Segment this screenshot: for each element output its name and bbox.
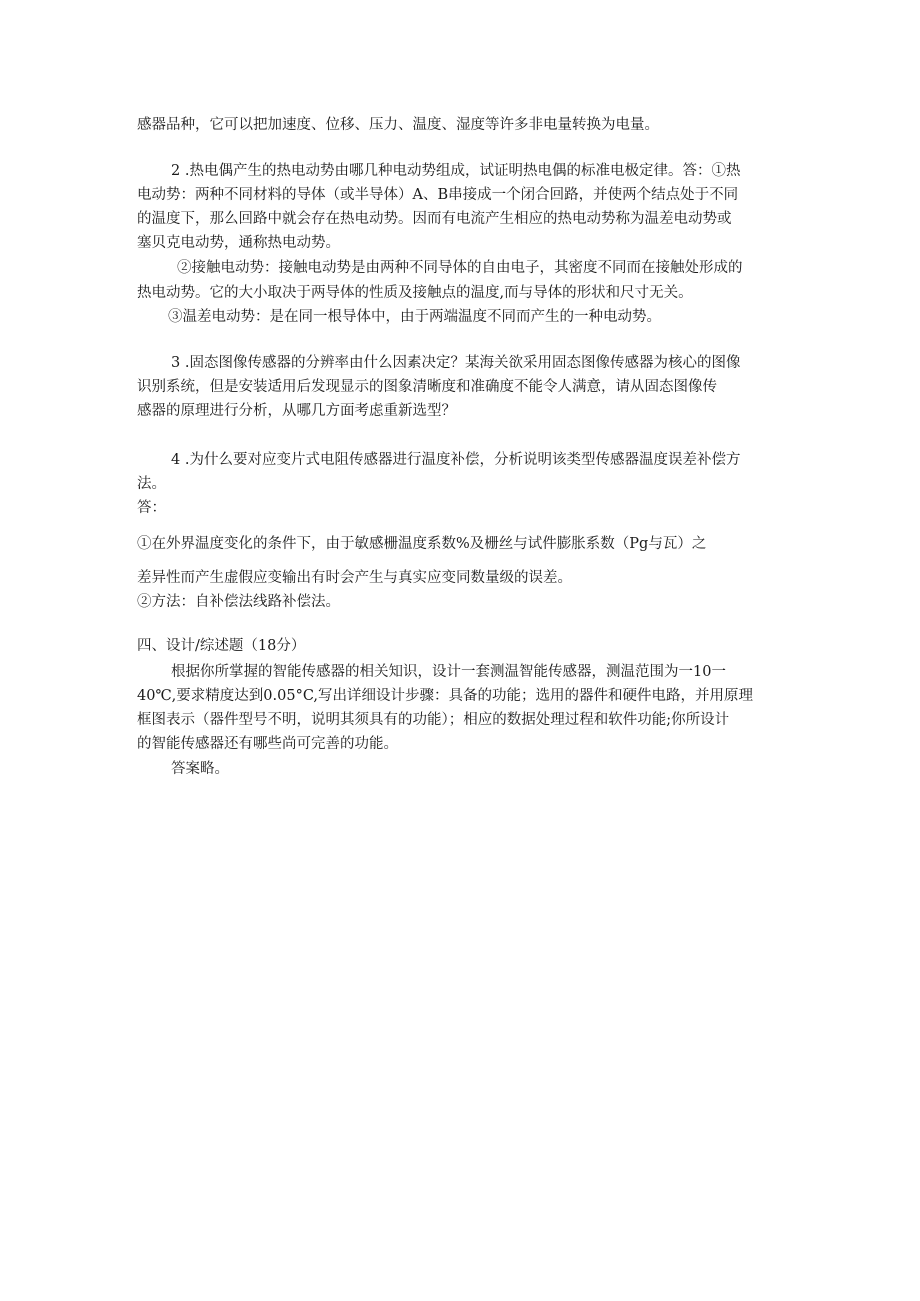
intro-line: 感器品种，它可以把加速度、位移、压力、温度、湿度等许多非电量转换为电量。 <box>137 117 659 133</box>
question-2-line-2: 电动势：两种不同材料的导体（或半导体）A、B串接成一个闭合回路，并使两个结点处于不同 <box>137 187 739 203</box>
answer-label: 答： <box>137 500 166 516</box>
question-3-line-1: 3 .固态图像传感器的分辨率由什么因素决定？某海关欲采用固态图像传感器为核心的图像 <box>171 355 741 371</box>
section-4-heading: 四、设计/综述题（18分） <box>137 638 306 654</box>
design-answer: 答案略。 <box>171 761 229 777</box>
question-4-answer-1: ①在外界温度变化的条件下，由于敏感栅温度系数%及栅丝与试件膨胀系数（Pg与瓦）之 <box>137 536 707 552</box>
question-4-answer-3: ②方法：自补偿法线路补偿法。 <box>137 594 340 610</box>
question-3-line-3: 感器的原理进行分析，从哪几方面考虑重新选型？ <box>137 403 456 419</box>
question-4-answer-2: 差异性而产生虚假应变输出有时会产生与真实应变同数量级的误差。 <box>137 570 572 586</box>
question-4-line-2: 法。 <box>137 476 166 492</box>
question-2-line-1: 2 .热电偶产生的热电动势由哪几种电动势组成，试证明热电偶的标准电极定律。答：①热 <box>171 163 741 179</box>
question-4-line-1: 4 .为什么要对应变片式电阻传感器进行温度补偿，分析说明该类型传感器温度误差补偿方 <box>171 452 741 468</box>
question-3-line-2: 识别系统，但是安装适用后发现显示的图象清晰度和准确度不能令人满意，请从固态图像传 <box>137 379 717 395</box>
design-question-line-2: 40℃,要求精度达到0.05°C,写出详细设计步骤：具备的功能；选用的器件和硬件电路，并用原理 <box>137 688 753 704</box>
design-question-line-3: 框图表示（器件型号不明，说明其须具有的功能）；相应的数据处理过程和软件功能;你所设计 <box>137 712 730 728</box>
question-2-line-3: 的温度下，那么回路中就会存在热电动势。因而有电流产生相应的热电动势称为温差电动势或 <box>137 211 732 227</box>
temperature-diff-emf-line: ③温差电动势：是在同一根导体中，由于两端温度不同而产生的一种电动势。 <box>168 309 661 325</box>
design-question-line-4: 的智能传感器还有哪些尚可完善的功能。 <box>137 736 398 752</box>
design-question-line-1: 根据你所掌握的智能传感器的相关知识，设计一套测温智能传感器，测温范围为一10一 <box>171 664 726 680</box>
contact-emf-line-1: ②接触电动势：接触电动势是由两种不同导体的自由电子，其密度不同而在接触处形成的 <box>177 260 743 276</box>
question-2-line-4: 塞贝克电动势，通称热电动势。 <box>137 235 340 251</box>
contact-emf-line-2: 热电动势。它的大小取决于两导体的性质及接触点的温度,而与导体的形状和尺寸无关。 <box>137 285 693 301</box>
